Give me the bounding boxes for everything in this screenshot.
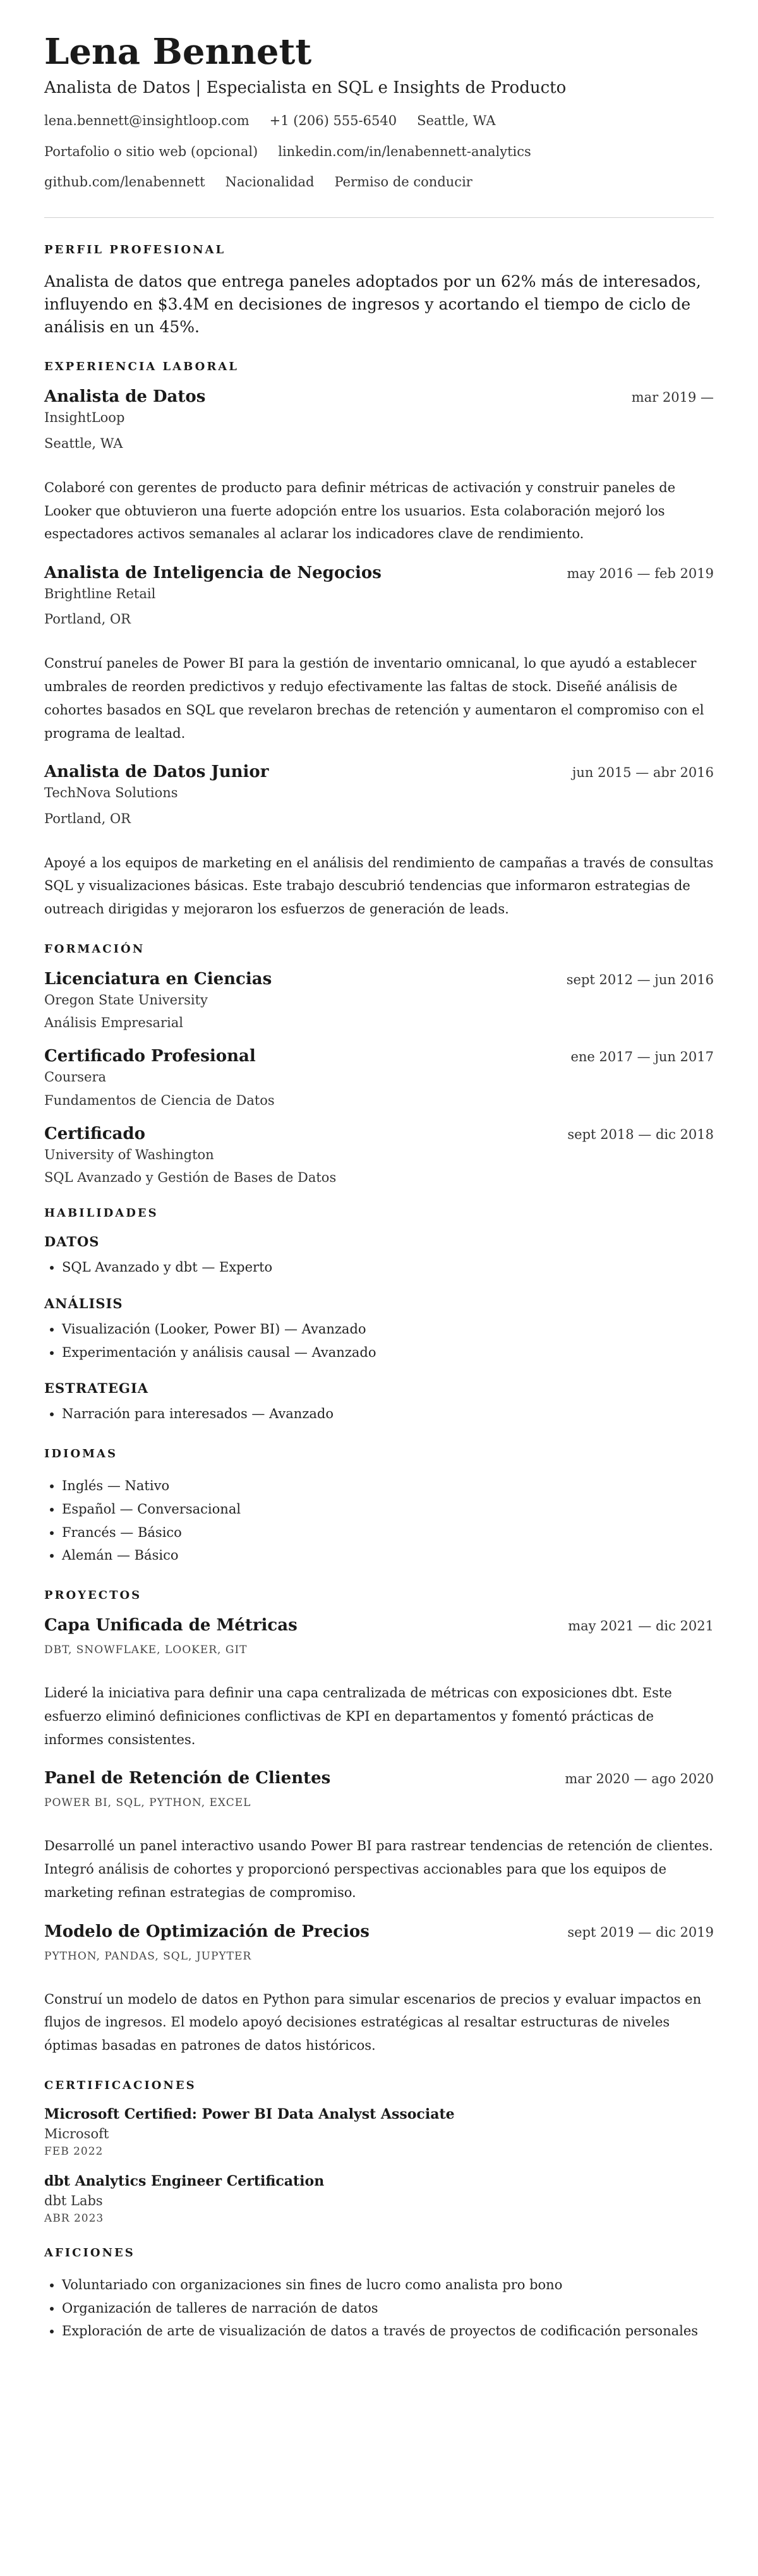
education-dates: sept 2018 — dic 2018 xyxy=(567,1126,714,1142)
certification-issuer: Microsoft xyxy=(44,2126,109,2141)
nationality: Nacionalidad xyxy=(225,174,315,190)
project-tags: PYTHON, PANDAS, SQL, JUPYTER xyxy=(44,1949,252,1963)
job-location: Portland, OR xyxy=(44,611,131,627)
section-title: CERTIFICACIONES xyxy=(44,2078,196,2092)
company-name: Brightline Retail xyxy=(44,586,156,602)
section-title: PROYECTOS xyxy=(44,1589,142,1603)
job-title: Analista de Datos Junior xyxy=(44,762,269,782)
project-dates: sept 2019 — dic 2019 xyxy=(567,1924,714,1940)
section-title: IDIOMAS xyxy=(44,1447,118,1461)
job-description: Apoyé a los equipos de marketing en el análisis del rendimiento de campañas a través de consultas SQL y visualizaciones básicas. Este trabajo descubrió tendencias que informaron estrategias de outreach dirigidas y mejoraron los esfuerzos de generación de leads. xyxy=(44,855,714,917)
skills-section xyxy=(44,1207,714,1426)
project-dates: may 2021 — dic 2021 xyxy=(568,1618,714,1634)
project-description: Desarrollé un panel interactivo usando Power BI para rastrear tendencias de retención de clientes. Integró análisis de cohortes y proporcionó perspectivas accionables para que los equipos de marketing refinan estrategias de compromiso. xyxy=(44,1838,713,1900)
summary-text: Analista de datos que entrega paneles adoptados por un 62% más de interesados, influyendo en $3.4M en decisiones de ingresos y acortando el tiempo de ciclo de análisis en un 45%. xyxy=(44,272,701,337)
certification-date: ABR 2023 xyxy=(44,2212,104,2225)
contact-row xyxy=(44,172,714,191)
location: Seattle, WA xyxy=(417,113,496,129)
languages-section xyxy=(44,1447,714,1567)
job-dates: mar 2019 — xyxy=(631,390,714,406)
certifications-section xyxy=(44,2079,714,2225)
project-dates: mar 2020 — ago 2020 xyxy=(565,1771,714,1787)
language-item: • Español — Conversacional xyxy=(62,1498,714,1521)
project-tags: POWER BI, SQL, PYTHON, EXCEL xyxy=(44,1797,251,1810)
skill-item: • Visualización (Looker, Power BI) — Avanzado xyxy=(62,1318,714,1341)
candidate-headline: Analista de Datos | Especialista en SQL e Insights de Producto xyxy=(44,78,567,98)
skill-list xyxy=(44,1402,714,1426)
email-link[interactable]: lena.bennett@insightloop.com xyxy=(44,113,250,129)
project-description: Construí un modelo de datos en Python para simular escenarios de precios y evaluar impactos en flujos de ingresos. El modelo apoyó decisiones estratégicas al resaltar estructuras de niveles óptimas basadas en patrones de datos históricos. xyxy=(44,1991,702,2054)
section-title: PERFIL PROFESIONAL xyxy=(44,243,226,256)
certification-name: dbt Analytics Engineer Certification xyxy=(44,2172,325,2189)
certification-name: Microsoft Certified: Power BI Data Analyst Associate xyxy=(44,2105,455,2122)
projects-section xyxy=(44,1589,714,2057)
field-of-study: SQL Avanzado y Gestión de Bases de Datos xyxy=(44,1170,337,1186)
degree-title: Certificado Profesional xyxy=(44,1047,256,1066)
hobby-item: • Voluntariado con organizaciones sin fines de lucro como analista pro bono xyxy=(62,2273,714,2297)
project-entry xyxy=(44,1922,714,2057)
section-title: HABILIDADES xyxy=(44,1207,159,1220)
degree-title: Certificado xyxy=(44,1124,145,1143)
experience-section xyxy=(44,360,714,921)
header-divider xyxy=(44,217,714,218)
job-dates: may 2016 — feb 2019 xyxy=(567,566,714,582)
resume-header xyxy=(44,32,714,192)
skill-list xyxy=(44,1256,714,1279)
section-title: AFICIONES xyxy=(44,2246,135,2260)
language-list xyxy=(44,1474,714,1567)
project-tags: DBT, SNOWFLAKE, LOOKER, GIT xyxy=(44,1644,248,1657)
candidate-name: Lena Bennett xyxy=(44,31,312,73)
project-name: Panel de Retención de Clientes xyxy=(44,1769,331,1788)
education-dates: ene 2017 — jun 2017 xyxy=(570,1049,714,1065)
hobby-list xyxy=(44,2273,714,2343)
hobby-item: • Organización de talleres de narración de datos xyxy=(62,2297,714,2320)
institution-name: University of Washington xyxy=(44,1147,214,1162)
education-dates: sept 2012 — jun 2016 xyxy=(566,972,714,987)
education-entry xyxy=(44,970,714,1030)
certification-entry xyxy=(44,2106,714,2158)
company-name: TechNova Solutions xyxy=(44,785,178,801)
contact-row xyxy=(44,111,714,130)
linkedin-link[interactable]: linkedin.com/in/lenabennett-analytics xyxy=(278,143,531,159)
degree-title: Licenciatura en Ciencias xyxy=(44,969,272,989)
language-item: • Inglés — Nativo xyxy=(62,1474,714,1498)
institution-name: Oregon State University xyxy=(44,992,208,1008)
language-item: • Francés — Básico xyxy=(62,1521,714,1544)
github-link[interactable]: github.com/lenabennett xyxy=(44,174,205,190)
job-dates: jun 2015 — abr 2016 xyxy=(572,765,714,781)
section-title: FORMACIÓN xyxy=(44,942,145,956)
hobby-item: • Exploración de arte de visualización de datos a través de proyectos de codificación personales xyxy=(62,2320,714,2343)
job-location: Portland, OR xyxy=(44,810,131,826)
skill-list xyxy=(44,1318,714,1364)
certification-entry xyxy=(44,2173,714,2225)
portfolio-link: Portafolio o sitio web (opcional) xyxy=(44,143,258,159)
contact-info xyxy=(44,111,714,191)
skill-group-title: DATOS xyxy=(44,1234,100,1250)
project-entry xyxy=(44,1769,714,1904)
skill-item: • SQL Avanzado y dbt — Experto xyxy=(62,1256,714,1279)
hobbies-section xyxy=(44,2246,714,2343)
job-description: Construí paneles de Power BI para la gestión de inventario omnicanal, lo que ayudó a establecer umbrales de reorden predictivos y redujo efectivamente las faltas de stock. Diseñé análisis de cohortes basados en SQL que revelaron brechas de retención y aumentaron el compromiso con el programa de lealtad. xyxy=(44,656,704,741)
education-entry xyxy=(44,1047,714,1107)
job-title: Analista de Inteligencia de Negocios xyxy=(44,563,382,583)
education-section xyxy=(44,942,714,1185)
skill-group-title: ANÁLISIS xyxy=(44,1295,123,1311)
field-of-study: Fundamentos de Ciencia de Datos xyxy=(44,1092,275,1108)
section-title: EXPERIENCIA LABORAL xyxy=(44,360,239,374)
field-of-study: Análisis Empresarial xyxy=(44,1015,184,1031)
job-title: Analista de Datos xyxy=(44,387,206,407)
project-description: Lideré la iniciativa para definir una capa centralizada de métricas con exposiciones dbt. Este esfuerzo eliminó definiciones conflictivas de KPI en departamentos y fomentó prácticas de informes consistentes. xyxy=(44,1685,672,1747)
skill-group-title: ESTRATEGIA xyxy=(44,1380,149,1397)
job-location: Seattle, WA xyxy=(44,435,123,451)
education-entry xyxy=(44,1124,714,1185)
experience-entry xyxy=(44,762,714,921)
experience-entry xyxy=(44,387,714,546)
phone-number: +1 (206) 555-6540 xyxy=(269,113,397,129)
driving-license: Permiso de conducir xyxy=(334,174,472,190)
skill-item: • Narración para interesados — Avanzado xyxy=(62,1402,714,1426)
job-description: Colaboré con gerentes de producto para definir métricas de activación y construir paneles de Looker que obtuvieron una fuerte adopción entre los usuarios. Esta colaboración mejoró los espectadores activos semanales al aclarar los indicadores clave de rendimiento. xyxy=(44,479,676,542)
summary-section xyxy=(44,243,714,339)
project-name: Modelo de Optimización de Precios xyxy=(44,1922,370,1941)
language-item: • Alemán — Básico xyxy=(62,1544,714,1567)
certification-issuer: dbt Labs xyxy=(44,2193,103,2208)
contact-row xyxy=(44,142,714,161)
project-entry xyxy=(44,1616,714,1751)
certification-date: FEB 2022 xyxy=(44,2145,104,2158)
experience-entry xyxy=(44,563,714,745)
institution-name: Coursera xyxy=(44,1069,107,1085)
project-name: Capa Unificada de Métricas xyxy=(44,1616,298,1635)
skill-item: • Experimentación y análisis causal — Avanzado xyxy=(62,1341,714,1364)
company-name: InsightLoop xyxy=(44,410,125,426)
